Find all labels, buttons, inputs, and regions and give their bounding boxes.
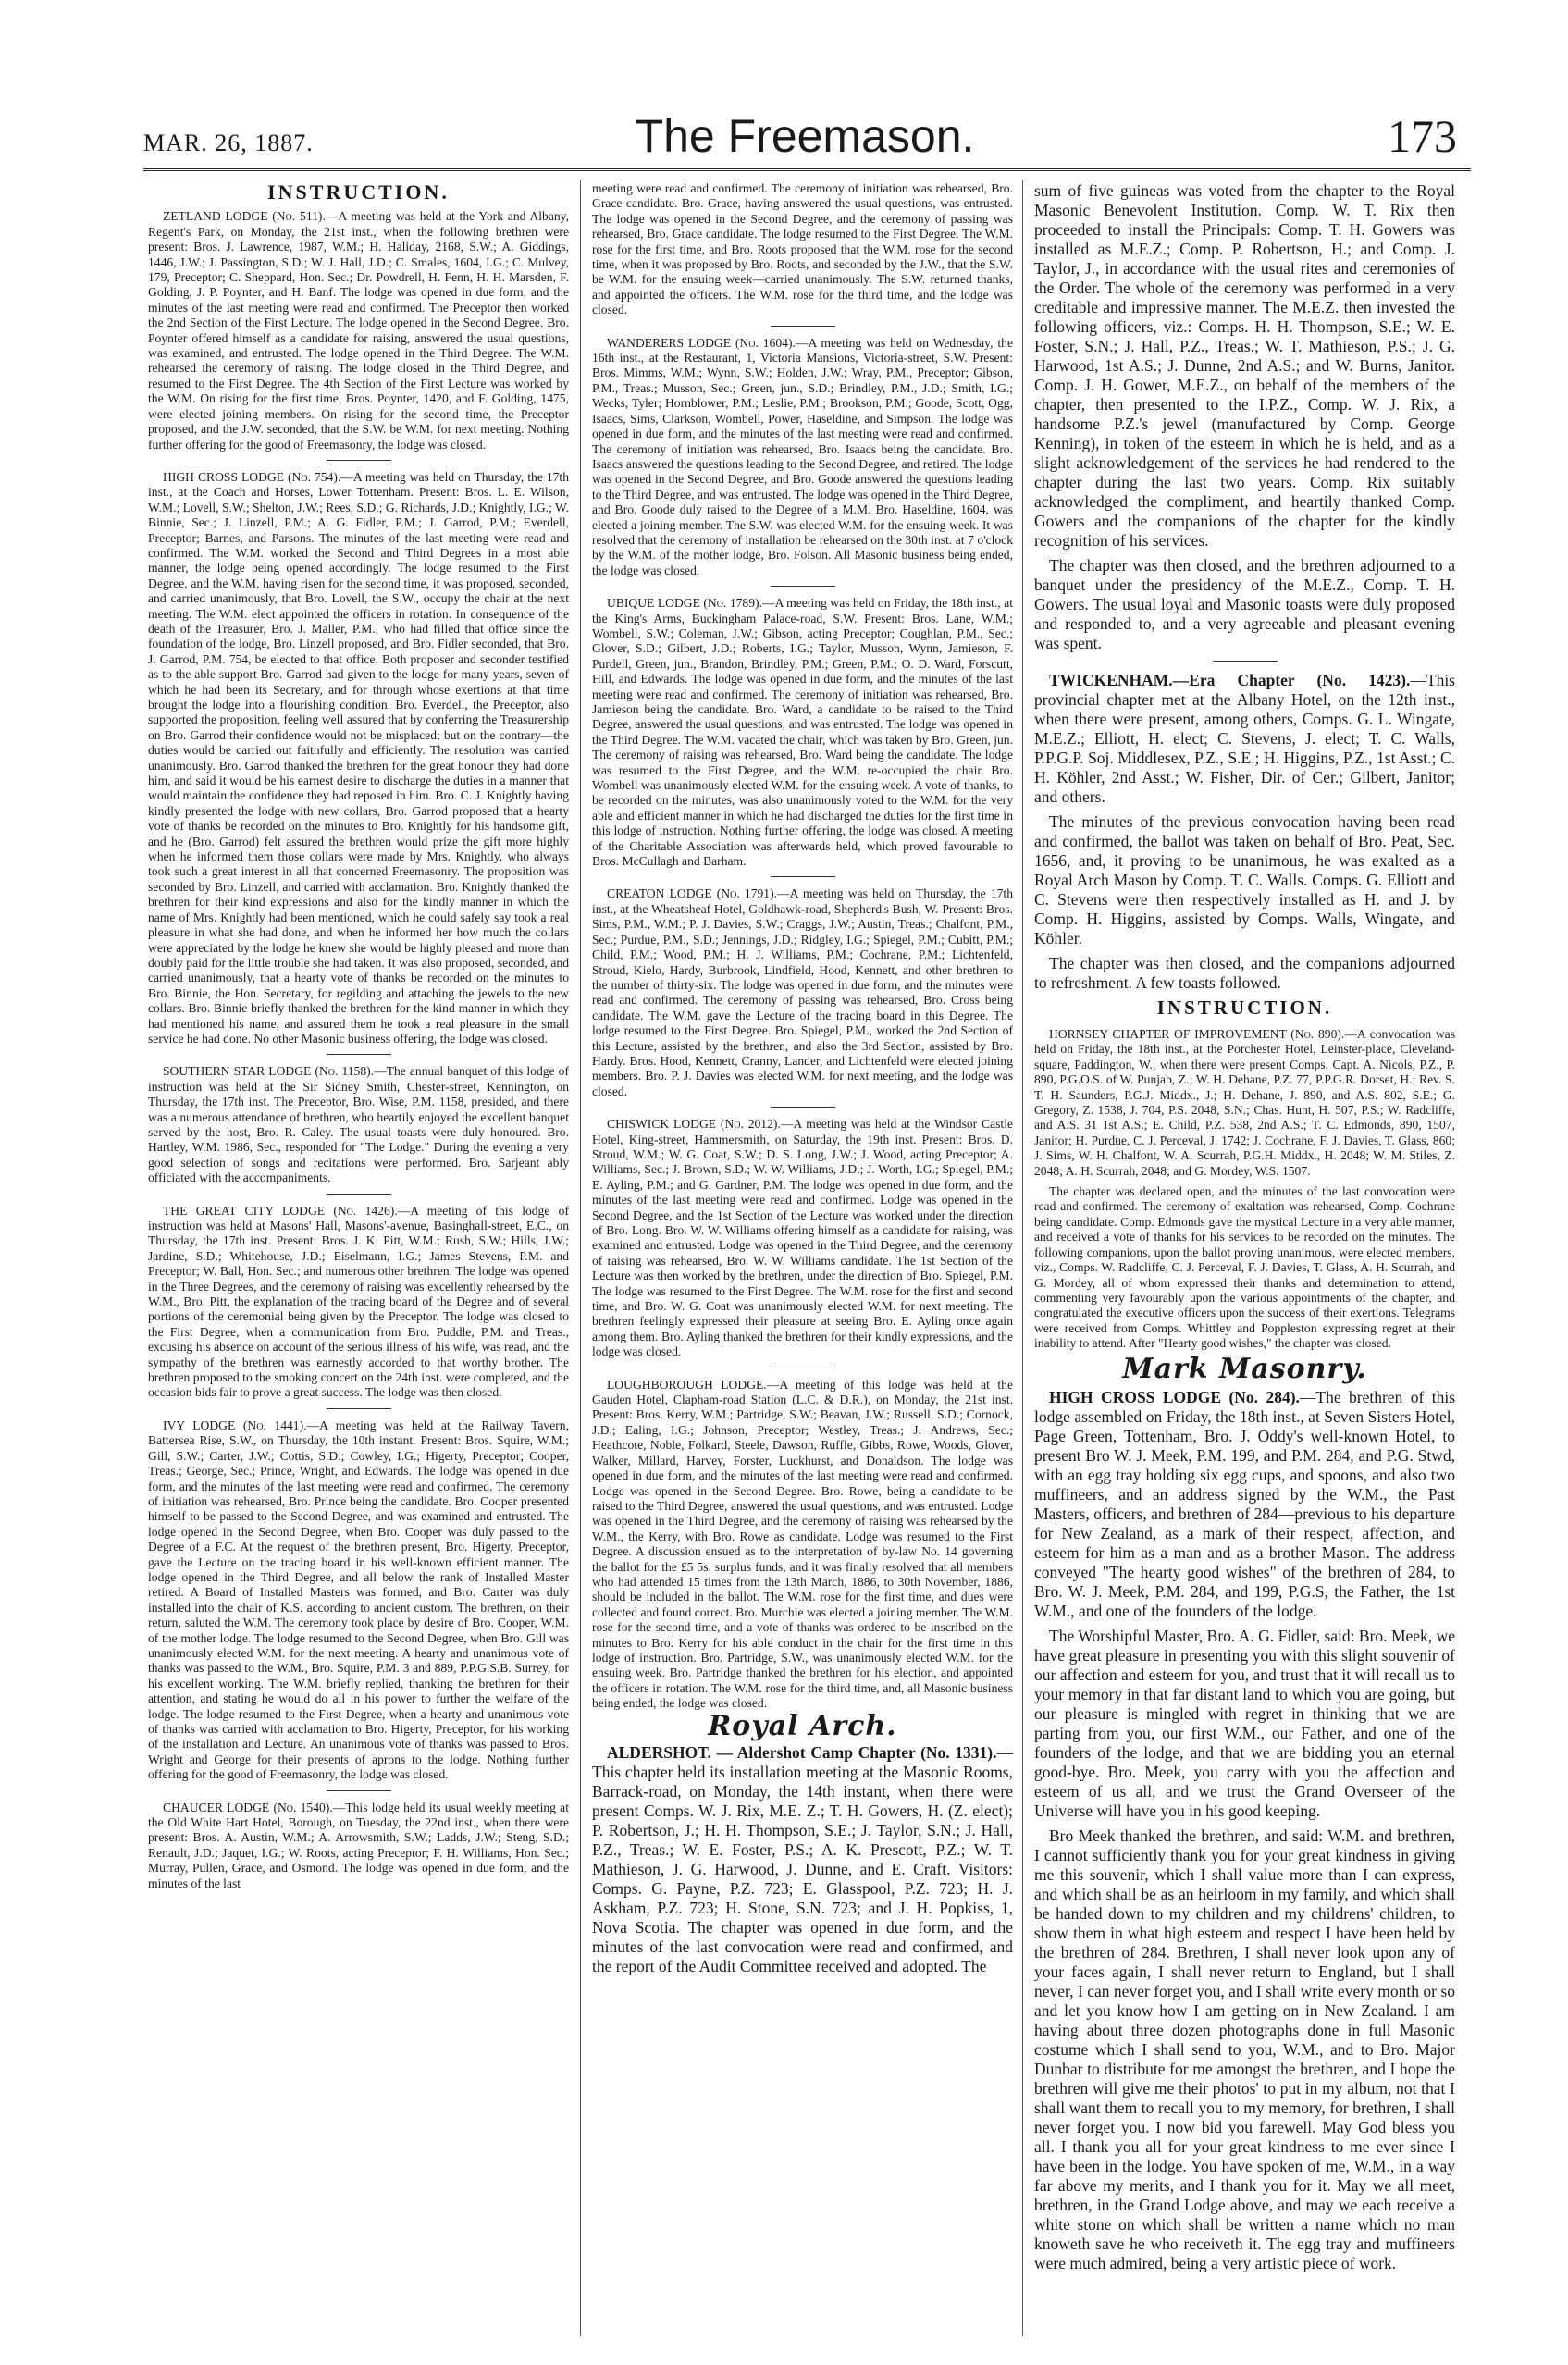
- article-hornsey-wrapper: [1034, 1027, 1455, 1352]
- article-heading: ALDERSHOT. — Aldershot Camp Chapter (No. 1331).: [607, 1743, 997, 1762]
- article-heading: HORNSEY CHAPTER OF IMPROVEMENT (No. 890).: [1049, 1027, 1345, 1041]
- article-body: —This provincial chapter met at the Albany Hotel, on the 12th inst., when there were present, among others, Comps. G. L. Wingate, M.E.Z.; Elliott, H. elect; C. Stevens, J. elect; T. C. Walls, P.P.G.P. Soj. Middlesex, P.Z., S.E.; H. Higgins, P.Z., 1st Asst.; C. H. Köhler, 2nd Asst.; W. Fisher, Dir. of Cer.; Gilbert, Janitor; and others.: [1034, 671, 1455, 806]
- separator: [1213, 661, 1278, 662]
- article-body: —A meeting of this lodge was held at the Gauden Hotel, Clapham-road Station (L.C. & D.R.), on Monday, the 21st inst. Present: Bros. Kerry, W.M.; Partridge, S.W.; Beavan, J.W.; Russell, S.D.; Cornock, J.D.; Ealing, I.G.; Johnson, Preceptor; Westley, Treas.; J. Andrews, Sec.; Heathcote, Noble, Folkard, Steele, Dawson, Ruffle, Gibbs, Rowe, Woods, Glover, Walker, Millard, Harvey, Forster, Luckhurst, and Donaldson. The lodge was opened in due form, and the minutes of the last meeting were read and confirmed. Lodge was opened in the Second Degree. Bro. Rowe, being a candidate to be raised to the Third Degree, answered the usual questions, and was entrusted. Lodge was opened in the Third Degree, and the ceremony of raising was rehearsed by the W.M., the Kerry, with Bro. Rowe as candidate. Lodge was resumed to the First Degree. A discussion ensued as to the interpretation of by-law No. 14 governing the ballot for the £5 5s. surplus funds, and it was finally resolved that all members who had attended 15 times from the 13th March, 1886, to 30th November, 1886, should be included in the ballot. The W.M. rose for the first time, and dues were collected and found correct. Bro. Murchie was elected a joining member. The W.M. rose for the second time, and a vote of thanks was ordered to be inscribed on the minutes to Bro. Kerry for his able conduct in the chair for the first time in this lodge of instruction. Bro. Partridge, S.W., was unanimously elected W.M. for the ensuing week. Bro. Partridge thanked the brethren for his election, and appointed the officers in rotation. The W.M. rose for the third time, and, all Masonic business being ended, the lodge was closed.: [592, 1377, 1013, 1711]
- article-southern-star: [148, 1064, 569, 1185]
- article-body: —The annual banquet of this lodge of instruction was held at the Sir Sidney Smith, Chester-street, Kennington, on Thursday, the 17th inst. The Preceptor, Bro. Wise, P.M. 1158, presided, and there was a numerous attendance of brethren, who heartily enjoyed the excellent banquet served by the host, Bro. R. Caley. The usual toasts were duly honoured. Bro. Hartley, W.M. 1986, Sec., responded for "The Lodge." During the evening a very good selection of songs and recitations were performed. Bro. Sarjeant ably officiated with the accompaniments.: [148, 1064, 570, 1185]
- article-body: —A meeting was held at the Windsor Castle Hotel, King-street, Hammersmith, on Saturday, the 19th inst. Present: Bros. D. Stroud, W.M.; W. G. Coat, S.W.; D. S. Long, J.W.; J. Wood, acting Preceptor; A. Williams, Sec.; J. Brown, S.D.; W. W. Williams, J.D.; J. Worth, I.G.; Spiegel, P.M.; E. Ayling, P.M.; and G. Gardner, P.M. The lodge was opened in due form, and the minutes of the last meeting were read and confirmed. Lodge was opened in the Second Degree, and the 1st Section of the Lecture was worked under the direction of Bro. Long. Bro. W. W. Williams offering himself as a candidate for raising, was examined and entrusted. Lodge was opened in the Third Degree, and the ceremony of raising was rehearsed, Bro. W. W. Williams candidate. The 1st Section of the Lecture was then worked by the brethren, under the direction of Bro. Spiegel, P.M. The lodge was resumed to the First Degree. The W.M. rose for the first and second time, and Bro. W. G. Coat was unanimously elected W.M. for next meeting. The brethren feelingly expressed their pleasure at seeing Bro. E. Ayling once again among them. Bro. Ayling thanked the brethren for their kindly expressions, and the lodge was closed.: [592, 1117, 1014, 1359]
- separator: [771, 326, 835, 327]
- article-heading: WANDERERS LODGE (No. 1604).: [607, 335, 796, 350]
- article-body: meeting were read and confirmed. The ceremony of initiation was rehearsed, Bro. Grace candidate. Bro. Grace, having answered the usual questions, was entrusted. The lodge was opened in the Second Degree, and the ceremony of passing was rehearsed, Bro. Grace candidate. The lodge resumed to the First Degree. The W.M. rose for the first time, and Bro. Roots proposed that the W.M. rose for the second time, when it was proposed by Bro. Roots, and seconded by the J.W., that the S.W. be W.M. for the ensuing week—carried unanimously. The S.W. returned thanks, and appointed the officers. The W.M. rose for the third time, and the lodge was closed.: [592, 181, 1013, 317]
- header-rule: [143, 168, 1471, 171]
- article-heading: IVY LODGE (No. 1441).: [163, 1418, 307, 1432]
- separator: [327, 1790, 391, 1791]
- column-2: [592, 181, 1013, 1982]
- article-body: —The brethren of this lodge assembled on Friday, the 18th inst., at Seven Sisters Hotel, Page Green, Tottenham, Bro. J. Oddy's well-known Hotel, to present Bro W. J. Meek, P.M. 199, and P.M. 284, and P.G. Stwd, with an egg tray holding six egg cups, and spoons, and also two muffineers, and an address signed by the W.M., the Past Masters, officers, and brethren of 284—previous to his departure for New Zealand, as a mark of their respect, affection, and esteem for him as a man and as a brother Mason. The address conveyed "The hearty good wishes" of the brethren of 284, to Bro. W. J. Meek, P.M. 284, and 199, P.G.S, the Father, the 1st W.M., and one of the founders of the lodge.: [1034, 1387, 1456, 1620]
- separator: [771, 586, 835, 587]
- article-heading: LOUGHBOROUGH LODGE.: [607, 1377, 767, 1392]
- article-heading: CREATON LODGE (No. 1791).: [607, 886, 778, 901]
- article-chiswick: [592, 1117, 1013, 1360]
- separator: [327, 1054, 391, 1055]
- article-body: —A meeting was held at the Railway Tavern, Battersea Rise, S.W., on Thursday, the 10th instant. Present: Bros. Squire, W.M.; Gill, S.W.; Carter, J.W.; Cottis, S.D.; Cowley, I.G.; Higerty, Preceptor; Cooper, Treas.; George, Sec.; Prince, Wright, and Edwards. The lodge was opened in due form, and the minutes of the last meeting were read and confirmed. The ceremony of initiation was rehearsed, Bro. Prince being the candidate. Bro. Cooper presented himself to be passed to the Second Degree, and was examined and entrusted. The lodge opened in the Second Degree, when Bro. Cooper was duly passed to the Degree of a F.C. At the request of the brethren present, Bro. Higerty, Preceptor, gave the Lecture on the tracing board in his well-known efficient manner. The lodge opened in the Third Degree, and all below the rank of Installed Master retired. A Board of Installed Masters was formed, and Bro. Carter was duly installed into the chair of K.S. according to ancient custom. The brethren, on their return, saluted the W.M. The ceremony took place by desire of Bro. Cooper, W.M. of the mother lodge. The lodge resumed to the Second Degree, when Bro. Gill was unanimously elected W.M. for the next meeting. A hearty and unanimous vote of thanks was passed to the W.M., Bro. Squire, P.M. 3 and 889, P.P.G.S.B. Surrey, for his excellent working. The W.M. briefly replied, thanking the brethren for their attention, and stating he would do all in his power to further the welfare of the lodge. The lodge resumed to the First Degree, when a hearty and unanimous vote of thanks was carried with acclamation to Bro. Higerty, Preceptor, for his working of the installation and Lecture. An unanimous vote of thanks was passed to Bros. Wright and George for their presents of aprons to the lodge. Nothing further offering for the good of Freemasonry, the lodge was closed.: [148, 1418, 569, 1782]
- page-header: [143, 104, 1466, 168]
- section-title-instruction-2: INSTRUCTION.: [1156, 997, 1333, 1019]
- article-high-cross-mark: [1034, 1388, 1455, 1621]
- article-heading: ZETLAND LODGE (No. 511).: [163, 209, 326, 224]
- article-twickenham: [1034, 671, 1455, 807]
- separator: [327, 460, 391, 461]
- article-chaucer-continued: [592, 181, 1013, 318]
- separator: [771, 876, 835, 877]
- article-heading: HIGH CROSS LODGE (No. 284).: [1049, 1387, 1300, 1406]
- section-title-royal-arch: Royal Arch.: [708, 1709, 897, 1742]
- twickenham-para-3: The chapter was then closed, and the companions adjourned to refreshment. A few toasts followed.: [1034, 954, 1455, 992]
- column-3: [1034, 181, 1455, 2279]
- masthead-title: The Freemason.: [635, 110, 975, 162]
- page-number: 173: [1388, 110, 1457, 162]
- issue-date: MAR. 26, 1887.: [143, 130, 314, 156]
- section-title-instruction: INSTRUCTION.: [267, 180, 450, 204]
- article-loughborough: [592, 1378, 1013, 1712]
- article-heading: THE GREAT CITY LODGE (No. 1426).: [163, 1203, 398, 1218]
- article-ivy: [148, 1418, 569, 1783]
- article-body: —This lodge held its usual weekly meeting at the Old White Hart Hotel, Borough, on Tuesday, the 22nd inst., when there were present: Bros. A. Austin, W.M.; A. Arrowsmith, S.W.; Ladds, J.W.; Steng, S.D.; Renault, J.D.; Jaquet, I.G.; W. Roots, acting Preceptor; F. H. Williams, Hon. Sec.; Murray, Pullen, Grace, and Osmond. The lodge was opened in due form, and the minutes of the last: [148, 1800, 569, 1890]
- article-creaton: [592, 886, 1013, 1099]
- separator: [327, 1194, 391, 1195]
- high-cross-mark-para-2: The Worshipful Master, Bro. A. G. Fidler, said: Bro. Meek, we have great pleasure in presenting you with this slight souvenir of our affection and esteem for you, and trust that it will recall us to your memory in that far distant land to which you are going, but our pleasure is mingled with regret in thinking that we are parting from you, our first W.M., our Father, and one of the founders of the lodge, and that we are bidding you an eternal good-bye. Bro. Meek, you carry with you the affection and esteem of us all, and we trust the Grand Overseer of the Universe will have you in his good keeping.: [1034, 1626, 1455, 1820]
- article-great-city: [148, 1204, 569, 1401]
- article-ubique: [592, 596, 1013, 869]
- article-hornsey: [1034, 1027, 1455, 1179]
- article-heading: CHISWICK LODGE (No. 2012).: [607, 1117, 781, 1132]
- column-1: [148, 181, 569, 1896]
- twickenham-para-2: The minutes of the previous convocation having been read and confirmed, the ballot was taken on behalf of Bro. Peat, Sec. 1656, and, it proving to be unanimous, he was exalted as a Royal Arch Mason by Comp. T. C. Walls. Comps. G. Elliott and C. Stevens were then respectively installed as H. and J. by Comp. H. Higgins, assisted by Comps. Walls, Wingate, and Köhler.: [1034, 812, 1455, 947]
- article-body: —A meeting was held on Thursday, the 17th inst., at the Wheatsheaf Hotel, Goldhawk-road, Shepherd's Bush, W. Present: Bros. Sims, P.M., W.M.; P. J. Davies, S.W.; Craggs, J.W.; Austin, Treas.; Chalfont, P.M., Sec.; Purdue, P.M., S.D.; Jennings, J.D.; Ridgley, I.G.; Spiegel, P.M.; Cubitt, P.M.; Child, P.M.; Wood, P.M.; H. J. Williams, P.M.; Cochrane, P.M.; Lichtenfeld, Stroud, Kielo, Hardy, Burbrook, Lindfield, Hood, Kennett, and other brethren to the number of thirty-six. The lodge was opened in due form, and the minutes were read and confirmed. The ceremony of passing was rehearsed, Bro. Cross being candidate. The W.M. gave the Lecture of the tracing board in this Degree. The lodge resumed to the First Degree. Bro. Spiegel, P.M., worked the 2nd Section of this Lecture, assisted by the brethren, and also the 3rd Section, assisted by Bro. Hardy. Bros. Hood, Kennett, Cranny, Lander, and Lichtenfeld were elected joining members. Bro. P. J. Davies was elected W.M. for next meeting, and the lodge was closed.: [592, 886, 1013, 1098]
- article-body: —A meeting was held on Friday, the 18th inst., at the King's Arms, Buckingham Palace-road, S.W. Present: Bros. Lane, W.M.; Wombell, S.W.; Coleman, J.W.; Gibson, acting Preceptor; Coughlan, P.M., Sec.; Glover, S.D.; Gilbert, J.D.; Roberts, I.G.; Taylor, Musson, Wynn, Jamieson, F. Purdell, Green, jun., Brandon, Brindley, P.M.; Green, P.M.; O. D. Ward, Forscutt, Hill, and Edwards. The lodge was opened in due form, and the minutes of the last meeting were read and confirmed. The ceremony of initiation was rehearsed, Bro. Jamieson being the candidate. Bro. Ward, a candidate to be raised to the Third Degree, answered the usual questions, and was entrusted. The lodge was opened in the Third Degree. The W.M. vacated the chair, which was taken by Bro. Green, jun. The ceremony of raising was rehearsed, Bro. Ward being the candidate. The lodge was resumed to the First Degree, and the W.M. re-occupied the chair. Bro. Wombell was unanimously elected W.M. for the ensuing week. A vote of thanks, to be recorded on the minutes, was also unanimously voted to the W.M. for the very able and efficient manner in which he had discharged the duties for the first time in this lodge of instruction. Nothing further offering, the lodge was closed. A meeting of the Charitable Association was afterwards held, which proved favourable to Bros. McCullagh and Barham.: [592, 596, 1014, 869]
- article-heading: UBIQUE LODGE (No. 1789).: [607, 596, 762, 611]
- article-aldershot: [592, 1743, 1013, 1976]
- article-body: —A meeting of this lodge of instruction was held at Masons' Hall, Masons'-avenue, Basinghall-street, E.C., on Thursday, the 17th inst. Present: Bros. J. K. Pitt, W.M.; Rush, S.W.; Hills, J.W.; Jardine, S.D.; Whitehouse, J.D.; Eiselmann, I.G.; James Stevens, P.M. and Preceptor; W. Ball, Hon. Sec.; and numerous other brethren. The lodge was opened in the Three Degrees, and the ceremony of raising was excellently rehearsed by the W.M., Bro. Pitt, the explanation of the tracing board of the Degree and of several portions of the ceremonial being given by the Preceptor. The lodge was closed to the First Degree, when a communication from Bro. Puddle, P.M. and Treas., excusing his absence on account of the serious illness of his wife, was read, and the sympathy of the brethren was earnestly accorded to that worthy brother. The brethren proposed to the smoking concert on the 24th inst. were completed, and the occasion bids fair to prove a great success. The lodge was then closed.: [148, 1203, 569, 1400]
- aldershot-closing: The chapter was then closed, and the brethren adjourned to a banquet under the presidency of the M.E.Z., Comp. T. H. Gowers. The usual loyal and Masonic toasts were duly proposed and responded to, and a very agreeable and pleasant evening was spent.: [1034, 556, 1455, 652]
- column-divider: [1022, 180, 1023, 2336]
- article-heading: TWICKENHAM.—Era Chapter (No. 1423).: [1049, 671, 1411, 689]
- article-heading: HIGH CROSS LODGE (No. 754).: [163, 469, 341, 484]
- article-body: —A meeting was held at the York and Albany, Regent's Park, on Monday, the 21st inst., when the following brethren were present: Bros. J. Lawrence, 1987, W.M.; H. Haliday, 2168, S.W.; A. Giddings, 1446, J.W.; J. Passington, S.D.; W. J. Hall, J.D.; C. Smales, 1604, I.G.; C. Mulvey, 179, Preceptor; C. Sheppard, Hon. Sec.; Dr. Powdrell, H. Fenn, H. H. Marsden, F. Golding, J. P. Poynter, and H. Banf. The lodge was opened in due form, and the minutes of the last meeting were read and confirmed. The Preceptor then worked the 2nd Section of the First Lecture. The lodge opened in the Second Degree. Bro. Poynter offered himself as a candidate for raising, answered the usual questions, was examined, and entrusted. The lodge opened in the Third Degree. The W.M. rehearsed the ceremony of raising. The lodge closed in the Third Degree, and resumed to the First Degree. The 4th Section of the First Lecture was worked by the W.M. On rising for the first time, Bros. Poynter, 1420, and F. Golding, 1475, were elected joining members. On rising for the second time, the Preceptor proposed, and the J.W. seconded, that the S.W. be W.M. for next meeting. Nothing further offering for the good of Freemasonry, the lodge was closed.: [148, 209, 569, 452]
- article-body: —This chapter held its installation meeting at the Masonic Rooms, Barrack-road, on Monday, the 14th instant, when there were present Comps. W. J. Rix, M.E. Z.; T. H. Gowers, H. (Z. elect); P. Robertson, J.; H. H. Thompson, S.E.; J. Taylor, S.N.; J. Hall, P.Z., Treas.; W. E. Foster, P.S.; A. K. Prescott, P.Z.; W. T. Mathieson, J. G. Harwood, J. Dunne, and E. Craft. Visitors: Comps. G. Payne, P.Z. 723; E. Glasspool, P.Z. 723; H. J. Askham, P.Z. 723; H. Stone, S.N. 723; and J. H. Popkiss, 1, Nova Scotia. The chapter was opened in due form, and the minutes of the last convocation were read and confirmed, and the report of the Audit Committee received and adopted. The: [592, 1743, 1013, 1975]
- article-heading: CHAUCER LODGE (No. 1540).: [163, 1800, 333, 1814]
- article-body: —A convocation was held on Friday, the 18th inst., at the Porchester Hotel, Leinster-place, Cleveland-square, Paddington, W., when there were present Comps. Capt. A. Nicols, P.Z., P. 890, P.G.O.S. of W. Punjab, Z.; W. H. Dehane, P.Z. 77, P.P.G.R. Dorset, H.; Rev. S. T. H. Saunders, P.G.J. Middx., J.; H. Dehane, J. 890, and A.S. 802, S.E.; G. Gregory, Z. 1538, J. 704, P.S. 2048, S.N.; Chas. Hunt, H. 507, P.S.; W. Radcliffe, and A.S. 31 1st A.S.; E. Child, P.Z. 538, 2nd A.S.; T. C. Edmonds, 890, 1507, Janitor; H. Purdue, C. J. Perceval, J. 1742; J. Cochrane, F. J. Davies, T. Glass, 860; J. Sims, W. H. Chalfont, W. A. Scurrah, P.G.H. Middx., H. 2048; W. M. Stiles, Z. 2048; A. H. Scurrah, 2048; and G. Mordey, W.S. 1507.: [1034, 1027, 1455, 1178]
- section-title-mark-masonry: Mark Masonry.: [1122, 1352, 1367, 1385]
- article-high-cross: [148, 470, 569, 1046]
- article-zetland: [148, 209, 569, 452]
- article-wanderers: [592, 336, 1013, 579]
- article-body: —A meeting was held on Thursday, the 17th inst., at the Coach and Horses, Lower Tottenham. Present: Bros. L. E. Wilson, W.M.; Lovell, S.W.; Shelton, J.W.; Rees, S.D.; G. Richards, J.D.; Knightly, I.G.; W. Binnie, Sec.; J. Linzell, P.M.; A. G. Fidler, P.M.; J. Garrod, P.M.; Everdell, Preceptor; Barnes, and Parsons. The minutes of the last meeting were read and confirmed. The W.M. worked the Second and Third Degrees in a most able manner, the lodge being opened accordingly. The lodge resumed to the First Degree, and the W.M. having risen for the second time, it was proposed, seconded, and carried unanimously, that Bro. Lovell, the S.W., occupy the chair at the next meeting. The W.M. elect appointed the officers in rotation. In consequence of the death of the Treasurer, Bro. J. Maller, P.M., who had filled that office since the foundation of the lodge, Bro. Linzell proposed, and Bro. Fidler seconded, that Bro. J. Garrod, P.M. 754, be elected to that office. Both proposer and seconder testified as to the able support Bro. Garrod had given to the lodge for many years, seven of which he had been its Secretary, and for through whose exertions at that time brought the lodge into a flourishing condition. Bro. Everdell, the Preceptor, also supported the proposition, feeling well assured that by conferring the Treasurership on Bro. Garrod their confidence would not be misplaced; but on the contrary—the duties would be carried out faithfully and efficiently. The resolution was carried unanimously. Bro. Garrod thanked the brethren for the great honour they had done him, and said it would be his earnest desire to discharge the duties in a manner that would maintain the confidence they had reposed in him. Bro. C. J. Knightly having kindly presented the lodge with new collars, Bro. Garrod proposed that a hearty vote of thanks be recorded on the minutes to Bro. Knightly for his handsome gift, and he (Bro. Garrod) felt assured the brethren would prize the gift more highly when he informed them those collars were made by Mrs. Knightly, who always took such a great interest in all that concerned Freemasonry. The proposition was seconded by Bro. Linzell, and carried with acclamation. Bro. Knightly thanked the brethren for their kind expressions and also for the kindly manner in which the name of Mrs. Knightly had been mentioned, which he could safely say took a real pleasure in what she had done, and when he informed her how much the collars were appreciated by the lodge he knew she would be highly pleased and more than doubly paid for the little trouble she had taken. It was also proposed, seconded, and carried unanimously, that a hearty vote of thanks be recorded on the minutes to Bro. Binnie, the Hon. Secretary, for regilding and attaching the jewels to the new collars. Bro. Binnie briefly thanked the brethren for the kind manner in which they had mentioned his name, and assured them he took a real pleasure in the small service he had done. No other Masonic business offering, the lodge was closed.: [148, 469, 570, 1046]
- separator: [327, 1408, 391, 1409]
- article-chaucer: [148, 1801, 569, 1891]
- article-heading: SOUTHERN STAR LODGE (No. 1158).: [163, 1064, 375, 1079]
- high-cross-mark-para-3: Bro Meek thanked the brethren, and said: W.M. and brethren, I cannot sufficiently thank you for your great kindness in giving me this souvenir, which I shall value more than I can express, and which shall be as an heirloom in my family, and which shall be handed down to my children and my childrens' children, to show them in what high esteem and respect I have been held by the brethren of 284. Brethren, I shall never look upon any of your faces again, I shall never return to England, but I shall never, I can never forget you, and I shall write every month or so and let you know how I am getting on in New Zealand. I am having about three dozen photographs done in full Masonic costume which I shall send to you, W.M., and to Bro. Major Dunbar to distribute for me amongst the brethren, and I hope the brethren will give me their photos' to put in my album, not that I shall want them to recall you to my memory, for brethren, I shall never forget you. I now bid you farewell. May God bless you all. I thank you all for your great kindness to me ever since I have been in the lodge. You have spoken of me, W.M., in a way far above my merits, and I thank you for it. May we all meet, brethren, in the Grand Lodge above, and may we each receive a white stone on which shall be written a name which no man knoweth save he who receiveth it. The egg tray and muffineers were much admired, being a very artistic piece of work.: [1034, 1826, 1455, 2272]
- aldershot-continued: sum of five guineas was voted from the chapter to the Royal Masonic Benevolent Institution. Comp. W. T. Rix then proceeded to install the Principals: Comp. T. H. Gowers was installed as M.E.Z.; Comp. P. Robertson, H.; and Comp. J. Taylor, J., in accordance with the usual rites and ceremonies of the Order. The whole of the ceremony was performed in a very creditable and impressive manner. The M.E.Z. then invested the following officers, viz.: Comps. H. H. Thompson, S.E.; W. E. Foster, S.N.; J. Hall, P.Z., Treas.; W. T. Mathieson, P.S.; J. G. Harwood, 1st A.S.; J. Dunne, 2nd A.S.; and W. Burns, Janitor. Comp. J. H. Gower, M.E.Z., on behalf of the members of the chapter, then presented to the I.P.Z., Comp. W. J. Rix, a handsome P.Z.'s jewel (manufactured by Comp. George Kenning), in token of the esteem in which he is held, and as a slight acknowledgement of the services he had rendered to the chapter during the last two years. Comp. Rix suitably acknowledged the compliment, and heartily thanked Comp. Gowers and the companions of the chapter for the kindly recognition of his services.: [1034, 181, 1455, 550]
- column-divider: [580, 180, 581, 2336]
- hornsey-para-2: The chapter was declared open, and the minutes of the last convocation were read and confirmed. The ceremony of exaltation was rehearsed, Comp. Cochrane being candidate. Comp. Edmonds gave the mystical Lecture in a very able manner, and received a vote of thanks for his services to be recorded on the minutes. The following companions, upon the ballot proving unanimous, were elected members, viz., Comps. W. Radcliffe, C. J. Perceval, F. J. Davies, T. Glass, A. H. Scurrah, and G. Mordey, all of whom expressed their thanks and determination to attend, commenting very favourably upon the various appointments of the chapter, and congratulated the executive officers upon the success of their exertions. Telegrams were received from Comps. Whittley and Poppleston expressing regret at their inability to attend. After "Hearty good wishes," the chapter was closed.: [1034, 1184, 1455, 1351]
- separator: [771, 1107, 835, 1108]
- article-body: —A meeting was held on Wednesday, the 16th inst., at the Restaurant, 1, Victoria Mansions, Victoria-street, S.W. Present: Bros. Mimms, W.M.; Wynn, S.W.; Holden, J.W.; Wray, P.M., Preceptor; Gibson, P.M., Treas.; Musson, Sec.; Green, jun., S.D.; Brindley, P.M., J.D.; Smith, I.G.; Wecks, Tyler; Hornblower, P.M.; Leslie, P.M.; Brookson, P.M.; Goode, Scott, Ogg, Isaacs, Sims, Clarkson, Wombell, Power, Haseldine, and Simpson. The lodge was opened in due form, and the minutes of the last meeting were read and confirmed. The ceremony of initiation was rehearsed, Bro. Isaacs being the candidate. Bro. Isaacs answered the questions leading to the Second Degree, and retired. The lodge was opened in the Second Degree, and Bro. Goode answered the questions leading to the Third Degree, and was entrusted. The lodge was opened in the Third Degree, and Bro. Goode duly raised to the Degree of a M.M. Bro. Haseldine, 1604, was elected a joining member. The S.W. was elected W.M. for the ensuing week. It was resolved that the ceremony of installation be rehearsed on the 30th inst. at 7 o'clock by the W.M. of the mother lodge, Bro. Folson. All Masonic business being ended, the lodge was closed.: [592, 335, 1013, 577]
